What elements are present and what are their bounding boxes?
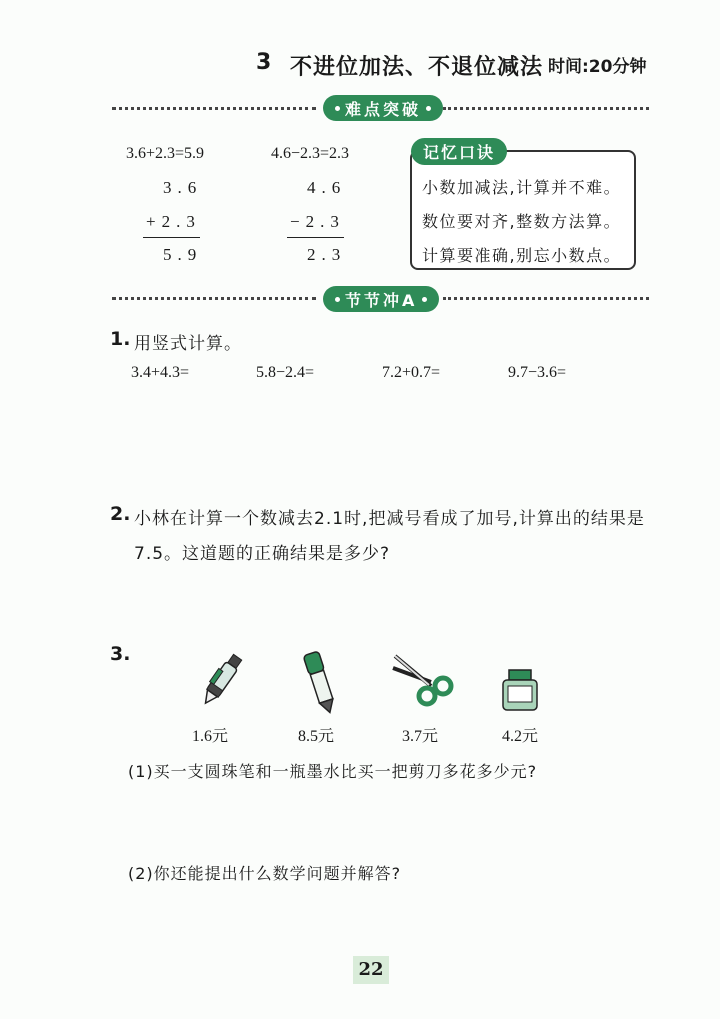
lesson-number: 3 — [256, 50, 272, 75]
calc-item: 9.7−3.6= — [508, 364, 567, 381]
vertical-operand: −2.3 — [290, 212, 345, 231]
vertical-result: 2.3 — [307, 245, 347, 264]
scissors-icon — [391, 652, 455, 708]
vertical-top: 3.6 — [163, 178, 203, 197]
ballpoint-pen-icon — [196, 650, 246, 712]
dotted-divider — [443, 297, 649, 300]
memory-line: 计算要准确,别忘小数点。 — [422, 246, 622, 265]
time-limit: 时间:20分钟 — [548, 57, 647, 77]
price-scissors: 3.7元 — [402, 728, 439, 745]
memory-label: 记忆口诀 — [411, 138, 507, 165]
question-text: 小林在计算一个数减去2.1时,把减号看成了加号,计算出的结果是 — [134, 509, 645, 529]
calc-item: 3.4+4.3= — [131, 364, 190, 381]
example-equation: 4.6−2.3=2.3 — [271, 145, 350, 162]
question-number: 1. — [110, 328, 131, 350]
price-ballpoint-pen: 1.6元 — [192, 728, 229, 745]
vertical-result: 5.9 — [163, 245, 203, 264]
example-equation: 3.6+2.3=5.9 — [126, 145, 205, 162]
question-number: 2. — [110, 503, 131, 525]
sub-question: (2)你还能提出什么数学问题并解答? — [128, 864, 402, 883]
section-label-practice: 节节冲A — [323, 286, 439, 312]
vertical-rule — [143, 237, 200, 238]
ink-bottle-icon — [500, 668, 540, 712]
memory-line: 小数加减法,计算并不难。 — [422, 178, 622, 197]
dotted-divider — [443, 107, 649, 110]
dotted-divider — [112, 107, 316, 110]
question-number: 3. — [110, 643, 131, 665]
section-label-difficulty: 难点突破 — [323, 95, 443, 121]
pen-icon — [300, 648, 340, 716]
question-text: 7.5。这道题的正确结果是多少? — [134, 544, 391, 564]
calc-item: 5.8−2.4= — [256, 364, 315, 381]
lesson-title: 不进位加法、不退位减法 — [290, 55, 544, 80]
price-pen: 8.5元 — [298, 728, 335, 745]
question-text: 用竖式计算。 — [134, 334, 242, 354]
memory-line: 数位要对齐,整数方法算。 — [422, 212, 622, 231]
calc-item: 7.2+0.7= — [382, 364, 441, 381]
price-ink-bottle: 4.2元 — [502, 728, 539, 745]
dotted-divider — [112, 297, 316, 300]
vertical-rule — [287, 237, 344, 238]
vertical-top: 4.6 — [307, 178, 347, 197]
vertical-operand: +2.3 — [146, 212, 201, 231]
page-number: 22 — [353, 956, 389, 984]
sub-question: (1)买一支圆珠笔和一瓶墨水比买一把剪刀多花多少元? — [128, 762, 538, 781]
